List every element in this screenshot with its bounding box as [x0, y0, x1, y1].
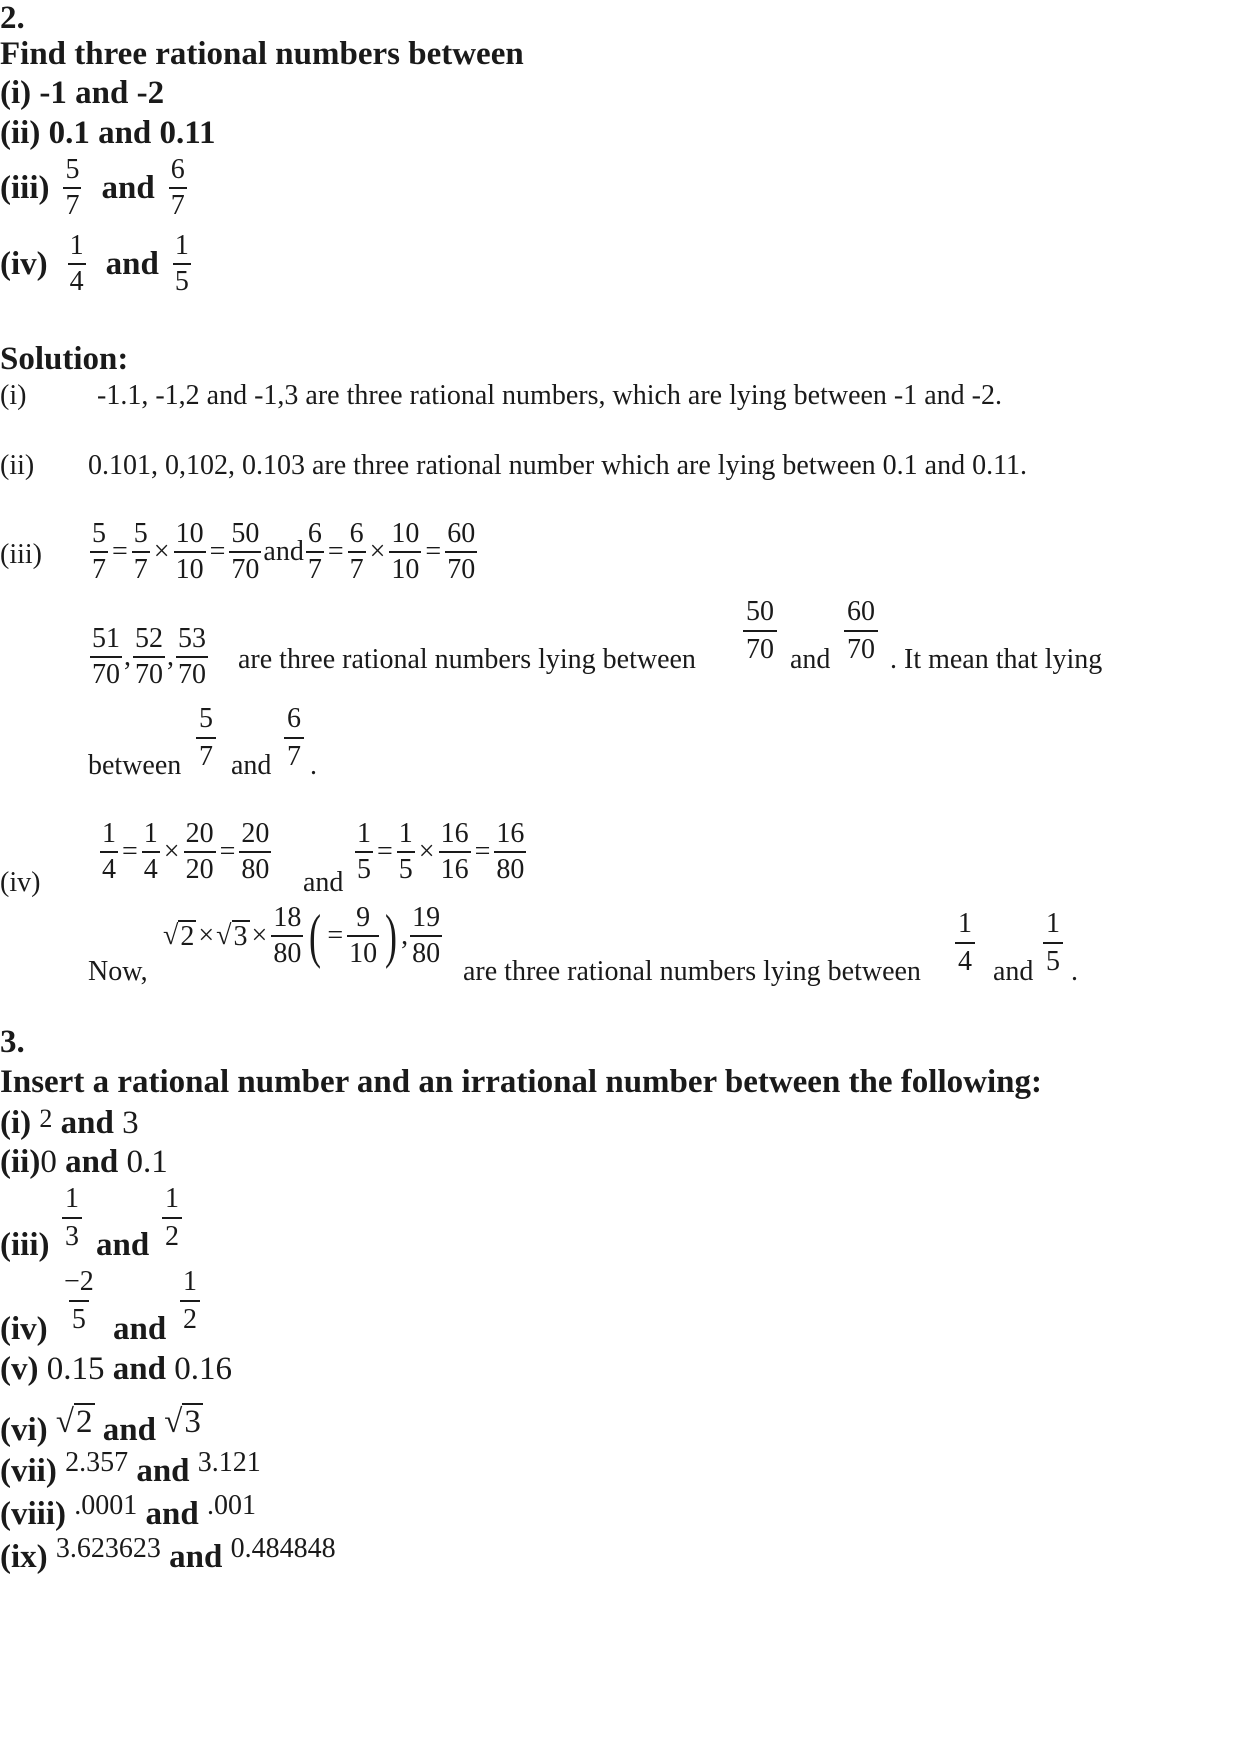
solution-ii-text: 0.101, 0,102, 0.103 are three rational number which are lying between 0.1 and 0.11. — [88, 450, 1028, 481]
fraction: $\frac{16}{80}$ — [496, 818, 525, 885]
q3-part-vii: (vii) $^{2.357}$ and $^{3.121}$ — [0, 1447, 261, 1489]
fraction: $\frac{53}{70}$ — [178, 623, 206, 690]
fraction: $\frac{19}{80}$ — [412, 902, 441, 969]
fraction: $\frac{5}{7}$ — [92, 518, 106, 585]
q3-part-iv-and: and — [113, 1311, 167, 1347]
solution-iii-equation: $\frac{5}{7}$ = $\frac{5}{7}$ × $\frac{10}{10}$ = $\frac{50}{70}$ and $\frac{6}{7}$ = $\frac{6}{7}$ × $\frac{10}{10}$ = $\frac{60}{70}$ — [92, 518, 476, 585]
q3-part-iii-frac-b: 1 2 — [162, 1185, 182, 1251]
fraction: $\frac{20}{80}$ — [241, 818, 270, 885]
fraction: $\frac{16}{16}$ — [440, 818, 469, 885]
q3-part-iv-frac-a: −2 5 — [64, 1266, 94, 1335]
fraction: $\frac{1}{4}$ — [143, 818, 158, 885]
fraction: $\frac{52}{70}$ — [135, 623, 163, 690]
q3-part-ii: (ii)0 and 0.1 — [0, 1144, 168, 1180]
q2-part-i — [0, 77, 164, 110]
fraction: $\frac{1}{4}$ — [102, 818, 116, 885]
q2-part-iv-frac-a: $\frac{1}{4}$ — [69, 230, 84, 297]
q2-number: 2. — [0, 0, 25, 36]
q3-part-ix: (ix) $^{3.623623}$ and $^{0.484848}$ — [0, 1533, 336, 1575]
sqrt-icon: √ — [163, 920, 179, 951]
solution-i-text: -1.1, -1,2 and -1,3 are three rational numbers, which are lying between -1 and -2. — [97, 380, 1003, 411]
fraction: $\frac{60}{70}$ — [447, 518, 476, 585]
q2-part-iv — [0, 232, 193, 296]
solution-iv-bound-a: 1 4 — [955, 910, 975, 976]
solution-iii-between: between — [88, 750, 182, 781]
solution-iii-c-a: 5 7 — [196, 705, 216, 771]
fraction: $\frac{1}{5}$ — [398, 818, 413, 885]
q2-part-ii-label: (ii) — [0, 115, 41, 151]
solution-iv-equation-a: $\frac{1}{4}$ = $\frac{1}{4}$ × $\frac{20}{20}$ = $\frac{20}{80}$ — [102, 818, 270, 885]
fraction: $\frac{10}{10}$ — [175, 518, 204, 585]
solution-iv-bound-and: and — [993, 956, 1034, 987]
sqrt-icon: √ — [55, 1404, 75, 1440]
solution-ii-label: (ii) — [0, 450, 35, 481]
solution-iii-text1: are three rational numbers lying between — [238, 644, 696, 675]
q2-part-iv-label: (iv) — [0, 245, 48, 282]
solution-iii-label: (iii) — [0, 539, 42, 570]
q2-part-i-text: -1 and -2 — [39, 75, 165, 111]
sqrt-icon: √ — [216, 920, 232, 951]
solution-iii-c-b: 6 7 — [284, 705, 304, 771]
solution-iii-bound-a: 50 70 — [743, 598, 777, 664]
fraction: $\frac{1}{5}$ — [357, 818, 371, 885]
q2-part-ii-text: 0.1 and 0.11 — [48, 115, 216, 151]
and-text: and — [263, 536, 304, 567]
q3-part-iii-and: and — [96, 1227, 150, 1263]
left-paren: ( — [309, 903, 322, 969]
q2-part-iii-frac-a: $\frac{5}{7}$ — [65, 154, 80, 221]
q3-part-iv-frac-b: 1 2 — [180, 1268, 200, 1334]
q3-part-iii-label: (iii) — [0, 1227, 50, 1263]
q2-title: Find three rational numbers between — [0, 36, 524, 72]
solution-iv-bound-b: 1 5 — [1043, 910, 1063, 976]
solution-i-label: (i) — [0, 380, 27, 411]
q3-part-v: (v) 0.15 and 0.16 — [0, 1351, 232, 1387]
q2-part-ii — [0, 117, 215, 150]
solution-iv-label: (iv) — [0, 867, 41, 898]
solution-iv-and: and — [303, 867, 344, 898]
q2-part-iv-and: and — [105, 245, 159, 282]
fraction: $\frac{20}{20}$ — [185, 818, 214, 885]
solution-iii-results: $\frac{51}{70}$ , $\frac{52}{70}$ , $\frac{53}{70}$ — [92, 623, 206, 690]
solution-iii-text2: . It mean that lying — [890, 644, 1103, 675]
solution-iii-dot: . — [310, 750, 317, 781]
q3-part-iv-label: (iv) — [0, 1311, 48, 1347]
q2-part-i-label: (i) — [0, 75, 32, 111]
fraction: $\frac{5}{7}$ — [133, 518, 148, 585]
sqrt-icon: √ — [164, 1404, 183, 1440]
solution-iv-results: √ 2 × √ 3 × $\frac{18}{80}$ ( = $\frac{9}{10}$ ) , $\frac{19}{80}$ — [163, 902, 441, 969]
fraction: $\frac{18}{80}$ — [273, 902, 302, 969]
solution-iv-equation-b: $\frac{1}{5}$ = $\frac{1}{5}$ × $\frac{16}{16}$ = $\frac{16}{80}$ — [357, 818, 525, 885]
solution-iii-c-and: and — [231, 750, 272, 781]
q2-part-iii-and: and — [101, 169, 155, 206]
q3-part-iii-frac-a: 1 3 — [62, 1185, 82, 1251]
solution-iv-now: Now, — [88, 956, 148, 987]
q3-number: 3. — [0, 1024, 25, 1060]
solution-iii-and: and — [790, 644, 831, 675]
solution-iv-text: are three rational numbers lying between — [463, 956, 921, 987]
fraction: $\frac{10}{10}$ — [391, 518, 420, 585]
fraction: $\frac{9}{10}$ — [349, 902, 378, 969]
q3-part-viii: (viii) $^{.0001}$ and $^{.001}$ — [0, 1490, 256, 1532]
fraction: $\frac{51}{70}$ — [92, 623, 120, 690]
q2-part-iii — [0, 156, 189, 220]
solution-iv-dot: . — [1071, 956, 1078, 987]
right-paren: ) — [385, 903, 398, 969]
fraction: $\frac{50}{70}$ — [231, 518, 260, 585]
q2-part-iii-label: (iii) — [0, 169, 50, 206]
solution-heading: Solution: — [0, 341, 129, 377]
fraction: $\frac{6}{7}$ — [307, 518, 322, 585]
solution-iii-bound-b: 60 70 — [844, 598, 878, 664]
q3-title: Insert a rational number and an irrational number between the following: — [0, 1064, 1042, 1100]
q3-part-vi: (vi) √ 2 and √ 3 — [0, 1404, 201, 1448]
fraction: $\frac{6}{7}$ — [349, 518, 364, 585]
q2-part-iii-frac-b: $\frac{6}{7}$ — [170, 154, 185, 221]
q3-part-i: (i) 2 and 3 — [0, 1104, 139, 1141]
q2-part-iv-frac-b: $\frac{1}{5}$ — [174, 230, 189, 297]
